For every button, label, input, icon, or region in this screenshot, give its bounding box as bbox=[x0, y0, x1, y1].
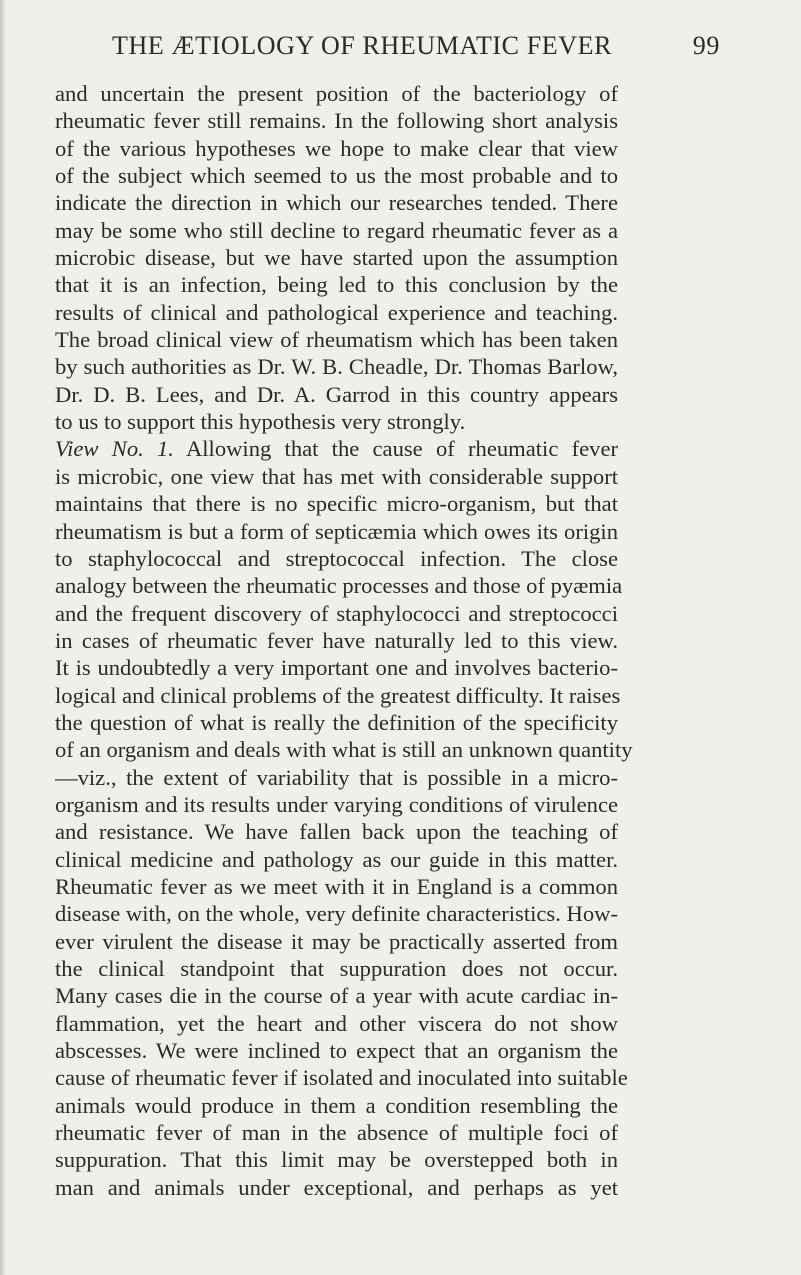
line-text: may be some who still decline to regard rheumatic fever as a bbox=[55, 217, 618, 243]
line-text: rheumatic fever still remains. In the following short analysis bbox=[55, 108, 618, 134]
text-line bbox=[55, 518, 618, 545]
line-text: maintains that there is no specific micro-organism, but that bbox=[55, 491, 618, 517]
text-line bbox=[55, 900, 618, 927]
text-line bbox=[55, 217, 618, 244]
text-line bbox=[55, 490, 618, 517]
line-text: in cases of rheumatic fever have naturally led to this view. bbox=[55, 627, 618, 653]
section-label: View No. 1. bbox=[55, 436, 174, 462]
line-text: and uncertain the present position of the bacteriology of bbox=[55, 81, 618, 106]
line-text: that it is an infection, being led to this conclusion by the bbox=[55, 272, 618, 298]
body-text bbox=[55, 80, 633, 1201]
text-line bbox=[55, 80, 618, 107]
text-line bbox=[55, 627, 618, 654]
line-text: Rheumatic fever as we meet with it in England is a common bbox=[55, 873, 618, 899]
text-line bbox=[55, 764, 618, 791]
text-line bbox=[55, 435, 618, 462]
line-text: rheumatism is but a form of septicæmia which owes its origin bbox=[55, 518, 618, 544]
text-line bbox=[55, 1119, 618, 1146]
text-line bbox=[55, 682, 621, 709]
text-line bbox=[55, 1174, 618, 1201]
line-text: to us to support this hypothesis very strongly. bbox=[55, 409, 466, 435]
line-text: animals would produce in them a condition resembling the bbox=[55, 1092, 618, 1118]
text-line bbox=[55, 162, 618, 189]
text-line bbox=[55, 709, 618, 736]
running-head-title: THE ÆTIOLOGY OF RHEUMATIC FEVER bbox=[112, 31, 613, 60]
line-text: of the subject which seemed to us the most probable and to bbox=[55, 163, 618, 189]
line-text: The broad clinical view of rheumatism which has been taken bbox=[55, 327, 618, 353]
line-text: of the various hypotheses we hope to make clear that view bbox=[55, 135, 618, 161]
line-text: analogy between the rheumatic processes and those of pyæmia bbox=[55, 573, 623, 599]
text-line bbox=[55, 873, 618, 900]
line-text: abscesses. We were inclined to expect that an organism the bbox=[55, 1038, 618, 1064]
line-text: and resistance. We have fallen back upon the teaching of bbox=[55, 819, 618, 845]
line-text: microbic disease, but we have started upon the assumption bbox=[55, 245, 618, 271]
line-text: disease with, on the whole, very definite characteristics. How- bbox=[55, 901, 618, 927]
line-text: It is undoubtedly a very important one and involves bacterio- bbox=[55, 655, 618, 681]
text-line bbox=[55, 846, 618, 873]
text-line bbox=[55, 791, 618, 818]
text-line bbox=[55, 600, 618, 627]
line-text: is microbic, one view that has met with considerable support bbox=[55, 463, 618, 489]
line-text: organism and its results under varying conditions of virulence bbox=[55, 791, 618, 817]
text-line bbox=[55, 1037, 618, 1064]
text-line bbox=[55, 271, 618, 298]
line-text: to staphylococcal and streptococcal infection. The close bbox=[55, 545, 618, 571]
line-text: results of clinical and pathological experience and teaching. bbox=[55, 299, 618, 325]
line-text: by such authorities as Dr. W. B. Cheadle, Dr. Thomas Barlow, bbox=[55, 354, 618, 380]
line-text: rheumatic fever of man in the absence of multiple foci of bbox=[55, 1120, 618, 1146]
text-line bbox=[55, 353, 618, 380]
line-text: indicate the direction in which our researches tended. There bbox=[55, 190, 618, 216]
text-line bbox=[55, 736, 633, 763]
text-line bbox=[55, 928, 618, 955]
line-text: suppuration. That this limit may be overstepped both in bbox=[55, 1147, 618, 1173]
line-text: ever virulent the disease it may be practically asserted from bbox=[55, 928, 618, 954]
page-number: 99 bbox=[692, 31, 720, 60]
text-line bbox=[55, 1146, 618, 1173]
line-text: man and animals under exceptional, and perhaps as yet bbox=[55, 1174, 618, 1200]
text-line bbox=[55, 135, 618, 162]
line-text: —viz., the extent of variability that is possible in a micro- bbox=[55, 764, 618, 790]
text-line bbox=[55, 299, 618, 326]
text-line bbox=[55, 1064, 628, 1091]
line-text: the question of what is really the definition of the specificity bbox=[55, 709, 618, 735]
text-line bbox=[55, 107, 618, 134]
line-text: the clinical standpoint that suppuration does not occur. bbox=[55, 956, 618, 981]
text-line bbox=[55, 381, 618, 408]
text-line bbox=[55, 982, 618, 1009]
line-text: clinical medicine and pathology as our guide in this matter. bbox=[55, 846, 618, 872]
line-text: Dr. D. B. Lees, and Dr. A. Garrod in this country appears bbox=[55, 381, 618, 407]
text-line bbox=[55, 1092, 618, 1119]
line-text: cause of rheumatic fever if isolated and inoculated into suitable bbox=[55, 1065, 628, 1091]
page-edge-shadow bbox=[0, 0, 6, 1275]
text-line bbox=[55, 189, 618, 216]
line-text: logical and clinical problems of the greatest difficulty. It raises bbox=[55, 682, 621, 708]
text-line bbox=[55, 818, 618, 845]
line-text: of an organism and deals with what is still an unknown quantity bbox=[55, 737, 633, 763]
text-line bbox=[55, 1010, 618, 1037]
text-line bbox=[55, 326, 618, 353]
line-text: Allowing that the cause of rheumatic fever bbox=[173, 436, 618, 462]
text-line bbox=[55, 545, 618, 572]
line-text: and the frequent discovery of staphylococci and streptococci bbox=[55, 600, 618, 626]
text-line bbox=[55, 463, 618, 490]
text-line bbox=[55, 408, 618, 435]
text-line bbox=[55, 654, 618, 681]
text-line bbox=[55, 572, 623, 599]
line-text: flammation, yet the heart and other viscera do not show bbox=[55, 1010, 618, 1036]
text-line bbox=[55, 955, 618, 982]
line-text: Many cases die in the course of a year with acute cardiac in- bbox=[55, 983, 618, 1009]
text-line bbox=[55, 244, 618, 271]
